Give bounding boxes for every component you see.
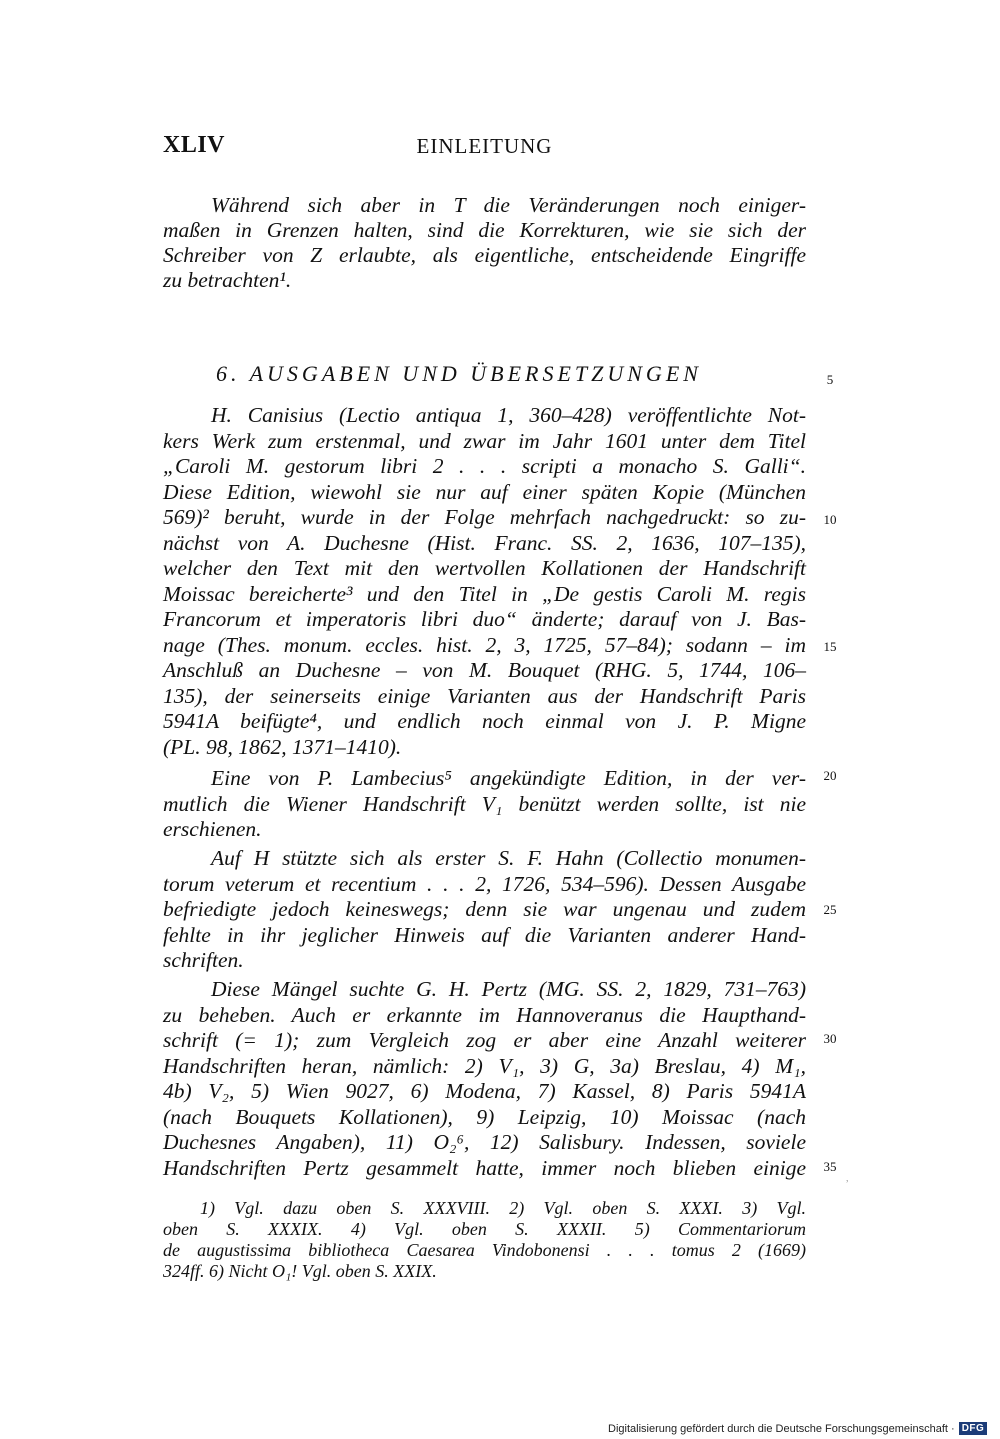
footnote-line: 324ff. 6) Nicht O₁! Vgl. oben S. XXIX. — [163, 1261, 437, 1281]
text-line: Francorum et imperatoris libri duo“ änderte; darauf von J. Bas- — [163, 607, 806, 631]
footnote-line: 1) Vgl. dazu oben S. XXXVIII. 2) Vgl. oben S. XXXI. 3) Vgl. — [200, 1198, 806, 1218]
text-line: 5941A beifügte⁴, und endlich noch einmal von J. P. Migne — [163, 709, 806, 733]
text-line: Handschriften Pertz gesammelt hatte, immer noch blieben einige — [163, 1155, 806, 1180]
text-line: befriedigte jedoch keineswegs; denn sie war ungenau und zudem — [163, 897, 806, 921]
text-line: (PL. 98, 1862, 1371–1410). — [163, 734, 402, 759]
text-line: zu beheben. Auch er erkannte im Hannoveranus die Haupthand- — [163, 1002, 806, 1027]
line-number: 20 — [823, 768, 837, 783]
text-line: fehlte in ihr jeglicher Hinweis auf die Varianten anderer Hand- — [163, 922, 806, 947]
text-line: welcher den Text mit den wertvollen Kollationen der Handschrift — [163, 556, 806, 580]
text-line: Auf H stützte sich als erster S. F. Hahn (Collectio monumen- — [211, 846, 806, 870]
text-line: Während sich aber in T die Veränderungen noch einiger- — [211, 193, 806, 217]
text-line: Eine von P. Lambecius⁵ angekündigte Edition, in der ver- — [211, 766, 806, 790]
text-line: 4b) V₂, 5) Wien 9027, 6) Modena, 7) Kassel, 8) Paris 5941A — [163, 1079, 806, 1103]
line-number: 30 — [823, 1031, 837, 1046]
text-line: 569)² beruht, wurde in der Folge mehrfach nachgedruckt: so zu- — [163, 505, 806, 529]
text-line: schriften. — [163, 948, 244, 972]
text-line: nächst von A. Duchesne (Hist. Franc. SS. 2, 1636, 107–135), — [163, 530, 806, 555]
text-line: (nach Bouquets Kollationen), 9) Leipzig, 10) Moissac (nach — [163, 1104, 806, 1129]
text-line: Diese Mängel suchte G. H. Pertz (MG. SS. 2, 1829, 731–763) — [211, 977, 806, 1001]
text-line: schrift (= 1); zum Vergleich zog er aber eine Anzahl weiterer — [163, 1028, 806, 1052]
text-line: 135), der seinerseits einige Varianten aus der Handschrift Paris — [163, 683, 806, 708]
text-line: zu betrachten¹. — [163, 268, 292, 292]
footnote-line: oben S. XXXIX. 4) Vgl. oben S. XXXII. 5) Commentariorum — [163, 1219, 806, 1239]
text-line: „Caroli M. gestorum libri 2 . . . scripti a monacho S. Galli“. — [163, 454, 806, 478]
section-heading: 6. AUSGABEN UND ÜBERSETZUNGEN — [216, 361, 702, 386]
text-line: Handschriften heran, nämlich: 2) V₁, 3) G, 3a) Breslau, 4) M₁, — [163, 1053, 806, 1078]
text-line: Moissac bereicherte³ und den Titel in „De gestis Caroli M. regis — [163, 581, 806, 606]
line-number: 35 — [823, 1159, 837, 1174]
running-head — [163, 128, 806, 162]
footer-text: Digitalisierung gefördert durch die Deutsche Forschungsgemeinschaft · — [608, 1422, 955, 1435]
line-number: 5 — [826, 372, 834, 387]
running-title: EINLEITUNG — [416, 134, 553, 158]
text-line: Diese Edition, wiewohl sie nur auf einer späten Kopie (München — [163, 479, 806, 504]
footnote-line: de augustissima bibliotheca Caesarea Vindobonensi . . . tomus 2 (1669) — [163, 1240, 806, 1260]
text-line: maßen in Grenzen halten, sind die Korrekturen, wie sie sich der — [163, 218, 806, 242]
digitization-footer — [608, 1418, 1000, 1439]
margin-mark: , — [846, 1173, 849, 1184]
text-line: Schreiber von Z erlaubte, als eigentliche, entscheidende Eingriffe — [163, 243, 806, 267]
text-line: H. Canisius (Lectio antiqua 1, 360–428) veröffentlichte Not- — [211, 403, 806, 427]
text-line: Duchesnes Angaben), 11) O₂⁶, 12) Salisbury. Indessen, soviele — [163, 1130, 806, 1154]
line-number: 15 — [823, 639, 837, 654]
text-line: erschienen. — [163, 817, 262, 841]
text-line: torum veterum et recentium . . . 2, 1726, 534–596). Dessen Ausgabe — [163, 871, 806, 896]
text-line: nage (Thes. monum. eccles. hist. 2, 3, 1725, 57–84); sodann – im — [163, 632, 806, 657]
text-line: kers Werk zum erstenmal, und zwar im Jahr 1601 unter dem Titel — [163, 428, 806, 453]
line-number: 25 — [823, 902, 837, 917]
page-number: XLIV — [163, 132, 226, 158]
dfg-logo: DFG — [959, 1422, 988, 1435]
text-line: Anschluß an Duchesne – von M. Bouquet (RHG. 5, 1744, 106– — [163, 658, 806, 682]
text-line: mutlich die Wiener Handschrift V₁ benützt werden sollte, ist nie — [163, 791, 806, 816]
line-number: 10 — [823, 512, 837, 527]
